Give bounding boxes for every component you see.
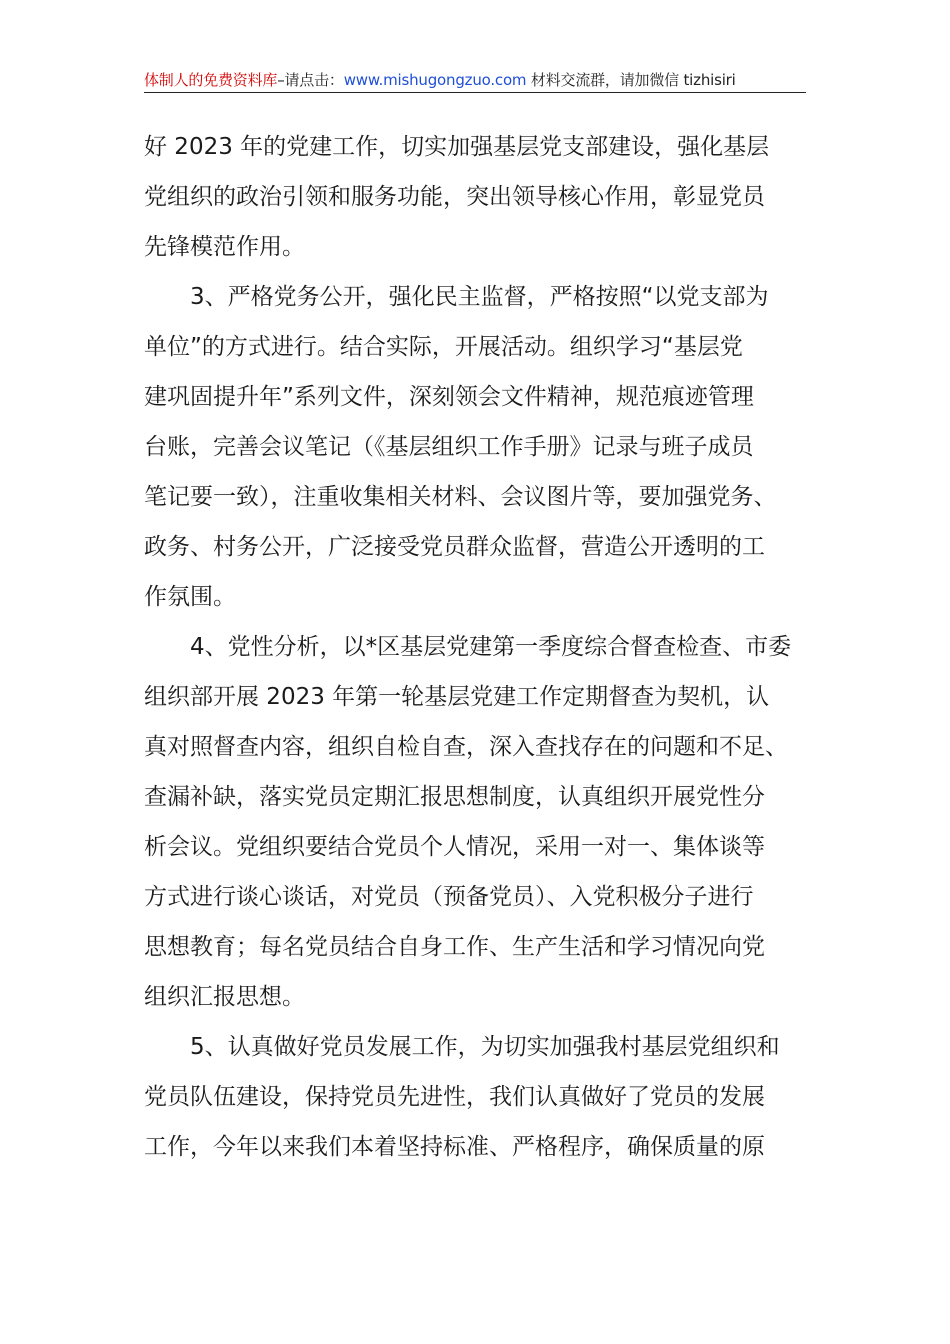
document-body: [144, 122, 806, 1172]
text-line: 真对照督查内容，组织自检自查，深入查找存在的问题和不足、: [144, 734, 788, 760]
text-line: 党员队伍建设，保持党员先进性，我们认真做好了党员的发展: [144, 1084, 765, 1110]
paragraph-start-line: 4、党性分析，以*区基层党建第一季度综合督查检查、市委: [190, 634, 792, 660]
text-line: 政务、村务公开，广泛接受党员群众监督，营造公开透明的工: [144, 534, 765, 560]
text-line: 先锋模范作用。: [144, 234, 305, 260]
header-link[interactable]: www.mishugongzuo.com: [343, 71, 527, 89]
text-line: 析会议。党组织要结合党员个人情况，采用一对一、集体谈等: [144, 834, 765, 860]
text-line: 单位”的方式进行。结合实际，开展活动。组织学习“基层党: [144, 334, 743, 360]
text-line: 作氛围。: [144, 584, 236, 610]
text-line: 查漏补缺，落实党员定期汇报思想制度，认真组织开展党性分: [144, 784, 765, 810]
page-header: [144, 70, 806, 93]
text-line: 思想教育；每名党员结合自身工作、生产生活和学习情况向党: [144, 934, 765, 960]
text-line: 方式进行谈心谈话，对党员（预备党员）、入党积极分子进行: [144, 884, 754, 910]
text-line: 党组织的政治引领和服务功能，突出领导核心作用，彰显党员: [144, 184, 765, 210]
paragraph-start-line: 5、认真做好党员发展工作，为切实加强我村基层党组织和: [190, 1034, 780, 1060]
paragraph-start-line: 3、严格党务公开，强化民主监督，严格按照“以党支部为: [190, 284, 769, 310]
header-brand: 体制人的免费资料库: [144, 71, 278, 89]
text-line: 台账，完善会议笔记（《基层组织工作手册》记录与班子成员: [144, 434, 754, 460]
text-line: 工作，今年以来我们本着坚持标准、严格程序，确保质量的原: [144, 1134, 765, 1160]
text-line: 好 2023 年的党建工作，切实加强基层党支部建设，强化基层: [144, 134, 770, 160]
header-prompt: –请点击：: [277, 71, 344, 89]
text-line: 笔记要一致），注重收集相关材料、会议图片等，要加强党务、: [144, 484, 777, 510]
text-line: 组织部开展 2023 年第一轮基层党建工作定期督查为契机，认: [144, 684, 770, 710]
text-line: 建巩固提升年”系列文件，深刻领会文件精神，规范痕迹管理: [144, 384, 754, 410]
text-line: 组织汇报思想。: [144, 984, 305, 1010]
header-contact-text: 材料交流群，请加微信 tizhisiri: [526, 71, 736, 89]
